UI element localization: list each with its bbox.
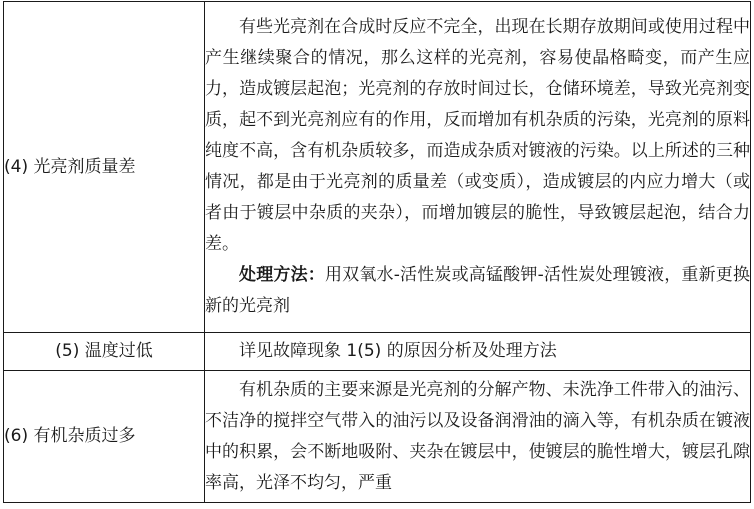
- detail-paragraph: 有机杂质的主要来源是光亮剂的分解产物、未洗净工件带入的油污、不洁净的搅拌空气带入的油污以及设备润滑油的滴入等，有机杂质在镀液中的积累，会不断地吸附、夹杂在镀层中，使镀层的脆性增大，镀层孔隙率高，光泽不均匀，严重: [205, 379, 750, 493]
- detail-cell: [205, 333, 751, 371]
- table-row: [4, 371, 751, 503]
- method-text: 用双氧水-活性炭或高锰酸钾-活性炭处理镀液，重新更换新的光亮剂: [205, 265, 750, 316]
- cause-label: (4) 光亮剂质量差: [4, 156, 136, 177]
- detail-cell: [205, 2, 751, 333]
- table-row: [4, 2, 751, 333]
- cause-cell: [4, 2, 205, 333]
- detail-cell: [205, 371, 751, 503]
- cause-label: (5) 温度过低: [55, 341, 153, 361]
- method-label: 处理方法：: [239, 265, 325, 285]
- cause-cell: [4, 371, 205, 503]
- table-row: [4, 333, 751, 371]
- detail-paragraph: 有些光亮剂在合成时反应不完全，出现在长期存放期间或使用过程中产生继续聚合的情况，那么这样的光亮剂，容易使晶格畸变，而产生应力，造成镀层起泡；光亮剂的存放时间过长，仓储环境差，导致光亮剂变质，起不到光亮剂应有的作用，反而增加有机杂质的污染，光亮剂的原料纯度不高，含有机杂质较多，而造成杂质对镀液的污染。以上所述的三种情况，都是由于光亮剂的质量差（或变质），造成镀层的内应力增大（或者由于镀层中杂质的夹杂），而增加镀层的脆性，导致镀层起泡，结合力差。: [205, 17, 750, 254]
- method-paragraph: [205, 260, 750, 322]
- detail-paragraph: 详见故障现象 1(5) 的原因分析及处理方法: [239, 341, 557, 361]
- cause-label: (6) 有机杂质过多: [4, 426, 136, 446]
- cause-cell: [4, 333, 205, 371]
- troubleshooting-table: [3, 1, 751, 503]
